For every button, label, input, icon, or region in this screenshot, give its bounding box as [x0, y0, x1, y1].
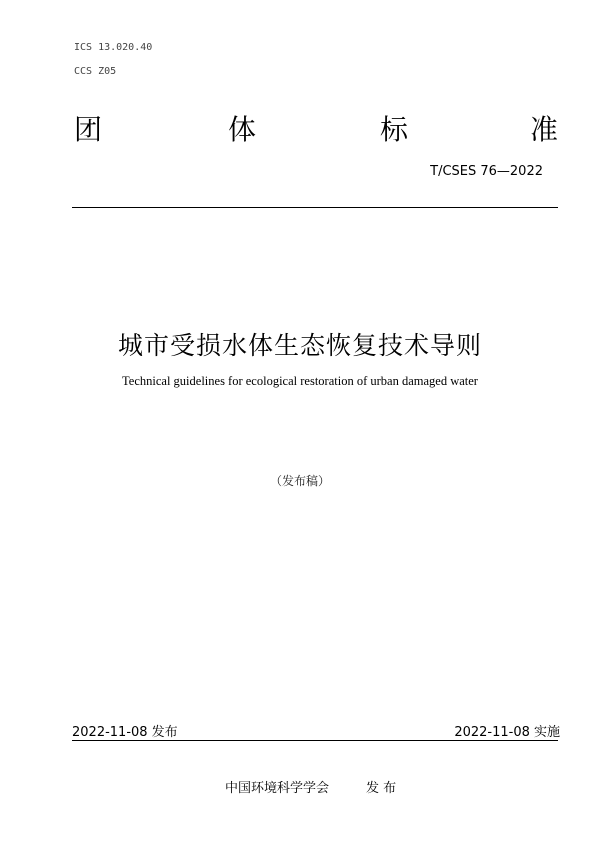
standard-type-char-4: 准 [530, 113, 559, 146]
publisher-name: 中国环境科学学会 [225, 781, 330, 796]
standard-type-char-1: 团 [74, 113, 103, 146]
title-chinese: 城市受损水体生态恢复技术导则 [117, 331, 482, 360]
issue-date: 2022-11-08 发布 [72, 725, 178, 740]
header-divider [72, 207, 558, 208]
publish-label: 发 布 [366, 781, 397, 796]
standard-type-char-2: 体 [228, 113, 257, 146]
ics-code: ICS 13.020.40 [74, 42, 153, 53]
ccs-code: CCS Z05 [74, 66, 117, 77]
draft-status: （发布稿） [269, 474, 330, 488]
standard-type-char-3: 标 [380, 113, 409, 146]
title-english: Technical guidelines for ecological restoration of urban damaged water [122, 374, 478, 388]
standard-code: T/CSES 76—2022 [430, 164, 543, 179]
implementation-date: 2022-11-08 实施 [454, 725, 560, 740]
footer-divider [72, 740, 558, 741]
